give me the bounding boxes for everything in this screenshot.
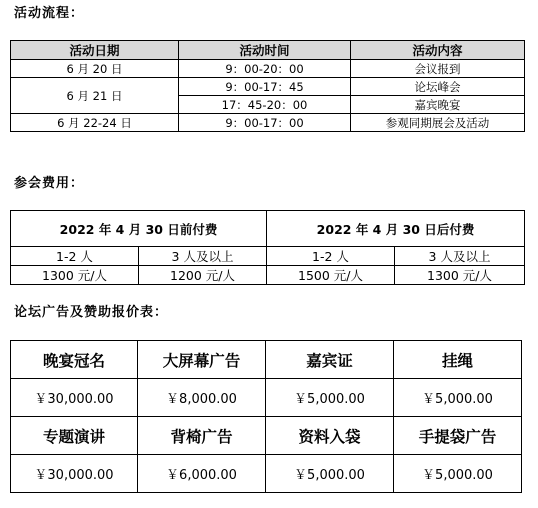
schedule-table <box>10 40 525 132</box>
table-row <box>11 247 525 266</box>
cell-item: 专题演讲 <box>11 417 138 455</box>
cell-time: 9：00-17：45 <box>179 78 351 96</box>
cell-time: 9：00-17：00 <box>179 114 351 132</box>
cell-date: 6 月 22-24 日 <box>11 114 179 132</box>
table-row <box>11 417 522 455</box>
fees-table <box>10 210 525 285</box>
table-header-row <box>11 41 525 60</box>
cell-item: 嘉宾证 <box>266 341 394 379</box>
section-title-schedule: 活动流程： <box>14 6 85 21</box>
table-row <box>11 60 525 78</box>
cell-tier: 3 人及以上 <box>139 247 267 266</box>
cell-item: 资料入袋 <box>266 417 394 455</box>
cell-date: 6 月 20 日 <box>11 60 179 78</box>
table-row <box>11 114 525 132</box>
cell-time: 17：45-20：00 <box>179 96 351 114</box>
cell-time: 9：00-20：00 <box>179 60 351 78</box>
cell-price: 1300 元/人 <box>395 266 525 285</box>
cell-price: ￥5,000.00 <box>266 455 394 493</box>
table-row <box>11 78 525 96</box>
table-row <box>11 455 522 493</box>
cell-item: 大屏幕广告 <box>138 341 266 379</box>
table-row <box>11 341 522 379</box>
table-row <box>11 266 525 285</box>
cell-price: 1300 元/人 <box>11 266 139 285</box>
cell-tier: 1-2 人 <box>11 247 139 266</box>
cell-price: ￥30,000.00 <box>11 379 138 417</box>
cell-content: 会议报到 <box>351 60 525 78</box>
cell-item: 背椅广告 <box>138 417 266 455</box>
header-after-deadline: 2022 年 4 月 30 日后付费 <box>267 211 525 247</box>
table-row <box>11 379 522 417</box>
cell-item: 挂绳 <box>394 341 522 379</box>
header-before-deadline: 2022 年 4 月 30 日前付费 <box>11 211 267 247</box>
cell-price: 1500 元/人 <box>267 266 395 285</box>
cell-content: 嘉宾晚宴 <box>351 96 525 114</box>
section-title-fees: 参会费用： <box>14 176 85 191</box>
header-content: 活动内容 <box>351 41 525 60</box>
cell-tier: 3 人及以上 <box>395 247 525 266</box>
cell-price: ￥8,000.00 <box>138 379 266 417</box>
cell-item: 晚宴冠名 <box>11 341 138 379</box>
cell-price: ￥5,000.00 <box>266 379 394 417</box>
cell-date: 6 月 21 日 <box>11 78 179 114</box>
cell-tier: 1-2 人 <box>267 247 395 266</box>
header-time: 活动时间 <box>179 41 351 60</box>
cell-price: ￥6,000.00 <box>138 455 266 493</box>
cell-item: 手提袋广告 <box>394 417 522 455</box>
header-date: 活动日期 <box>11 41 179 60</box>
sponsorship-table <box>10 340 522 493</box>
cell-price: ￥5,000.00 <box>394 379 522 417</box>
cell-price: ￥5,000.00 <box>394 455 522 493</box>
cell-price: ￥30,000.00 <box>11 455 138 493</box>
cell-price: 1200 元/人 <box>139 266 267 285</box>
cell-content: 论坛峰会 <box>351 78 525 96</box>
cell-content: 参观同期展会及活动 <box>351 114 525 132</box>
table-header-row <box>11 211 525 247</box>
section-title-sponsorship: 论坛广告及赞助报价表： <box>14 305 169 320</box>
